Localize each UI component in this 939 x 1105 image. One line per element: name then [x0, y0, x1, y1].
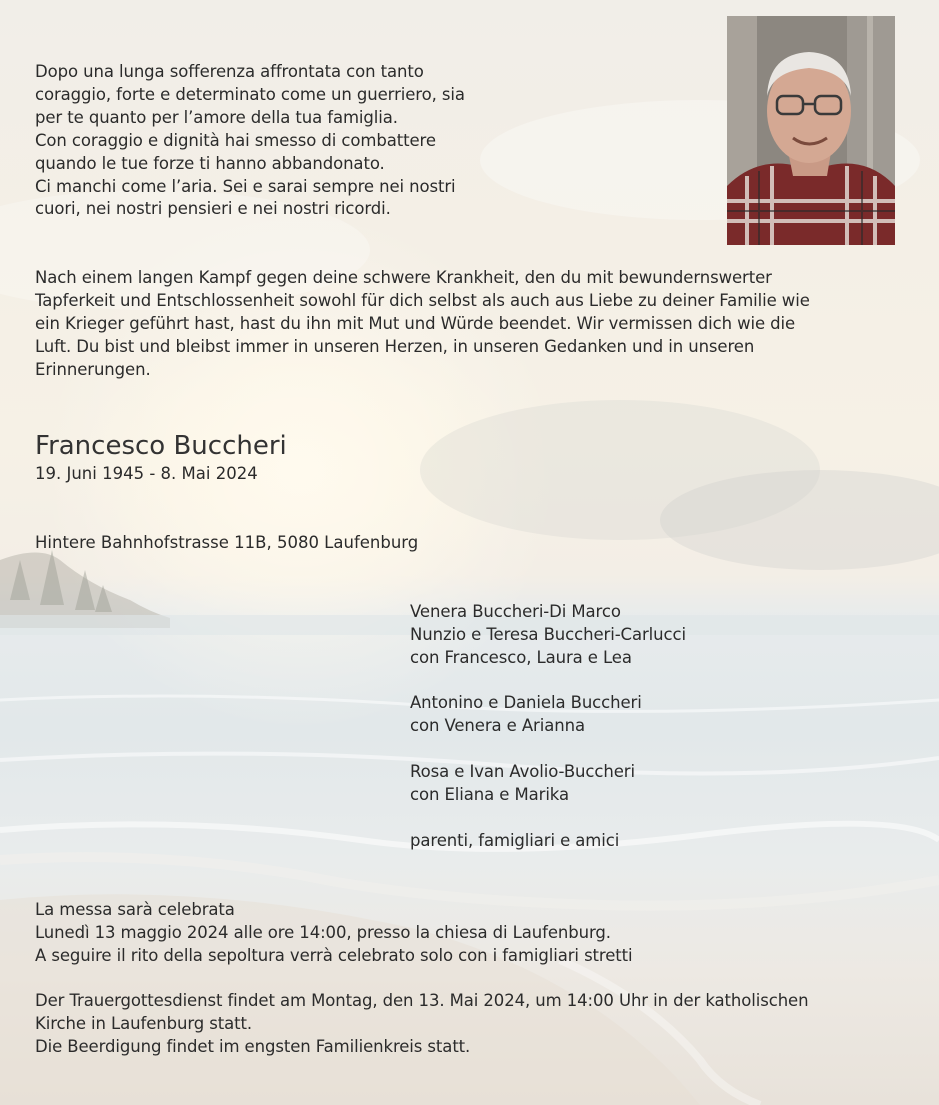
portrait-image: [727, 16, 895, 245]
portrait-photo: [727, 16, 895, 245]
mourner-line: con Eliana e Marika: [410, 784, 569, 804]
mourners-group: [410, 761, 635, 807]
service-line: Lunedì 13 maggio 2024 alle ore 14:00, presso la chiesa di Laufenburg.: [35, 922, 611, 942]
life-dates: 19. Juni 1945 - 8. Mai 2024: [35, 464, 258, 483]
italian-line: quando le tue forze ti hanno abbandonato.: [35, 153, 385, 173]
italian-line: cuori, nei nostri pensieri e nei nostri ricordi.: [35, 199, 391, 219]
service-line: Der Trauergottesdienst findet am Montag, den 13. Mai 2024, um 14:00 Uhr in der katholischen: [35, 991, 809, 1010]
italian-line: Ci manchi come l’aria. Sei e sarai sempre nei nostri: [35, 176, 456, 196]
service-german: [35, 990, 808, 1059]
italian-line: coraggio, forte e determinato come un guerriero, sia: [35, 84, 465, 104]
mourner-line: con Francesco, Laura e Lea: [410, 647, 632, 667]
service-line: Kirche in Laufenburg statt.: [35, 1013, 253, 1033]
service-line: Die Beerdigung findet im engsten Familienkreis statt.: [35, 1036, 471, 1056]
german-line: ein Krieger geführt hast, hast du ihn mit Mut und Würde beendet. Wir vermissen dich wie die: [35, 313, 796, 333]
mourner-line: parenti, famigliari e amici: [410, 831, 620, 850]
deceased-name: Francesco Buccheri: [35, 431, 287, 461]
german-line: Tapferkeit und Entschlossenheit sowohl für dich selbst als auch aus Liebe zu deiner Familie wie: [35, 290, 810, 310]
mourner-line: Nunzio e Teresa Buccheri-Carlucci: [410, 624, 686, 644]
german-text: [35, 267, 810, 382]
italian-line: Dopo una lunga sofferenza affrontata con tanto: [35, 62, 424, 81]
italian-line: per te quanto per l’amore della tua famiglia.: [35, 107, 398, 127]
german-line: Erinnerungen.: [35, 359, 151, 379]
address: Hintere Bahnhofstrasse 11B, 5080 Laufenburg: [35, 533, 419, 552]
service-italian: [35, 899, 633, 968]
mourner-line: Antonino e Daniela Buccheri: [410, 693, 642, 712]
german-line: Luft. Du bist und bleibst immer in unseren Herzen, in unseren Gedanken und in unseren: [35, 336, 755, 356]
mourner-line: Rosa e Ivan Avolio-Buccheri: [410, 762, 635, 781]
mourners-list: [410, 601, 686, 670]
italian-line: Con coraggio e dignità hai smesso di combattere: [35, 130, 436, 150]
mourners-group: [410, 692, 642, 738]
german-line: Nach einem langen Kampf gegen deine schwere Krankheit, den du mit bewundernswerter: [35, 268, 772, 287]
italian-text: [35, 61, 465, 221]
mourners-group: [410, 830, 619, 853]
service-line: A seguire il rito della sepoltura verrà celebrato solo con i famigliari stretti: [35, 945, 633, 965]
service-line: La messa sarà celebrata: [35, 900, 235, 919]
mourner-line: Venera Buccheri-Di Marco: [410, 602, 621, 621]
mourner-line: con Venera e Arianna: [410, 715, 585, 735]
